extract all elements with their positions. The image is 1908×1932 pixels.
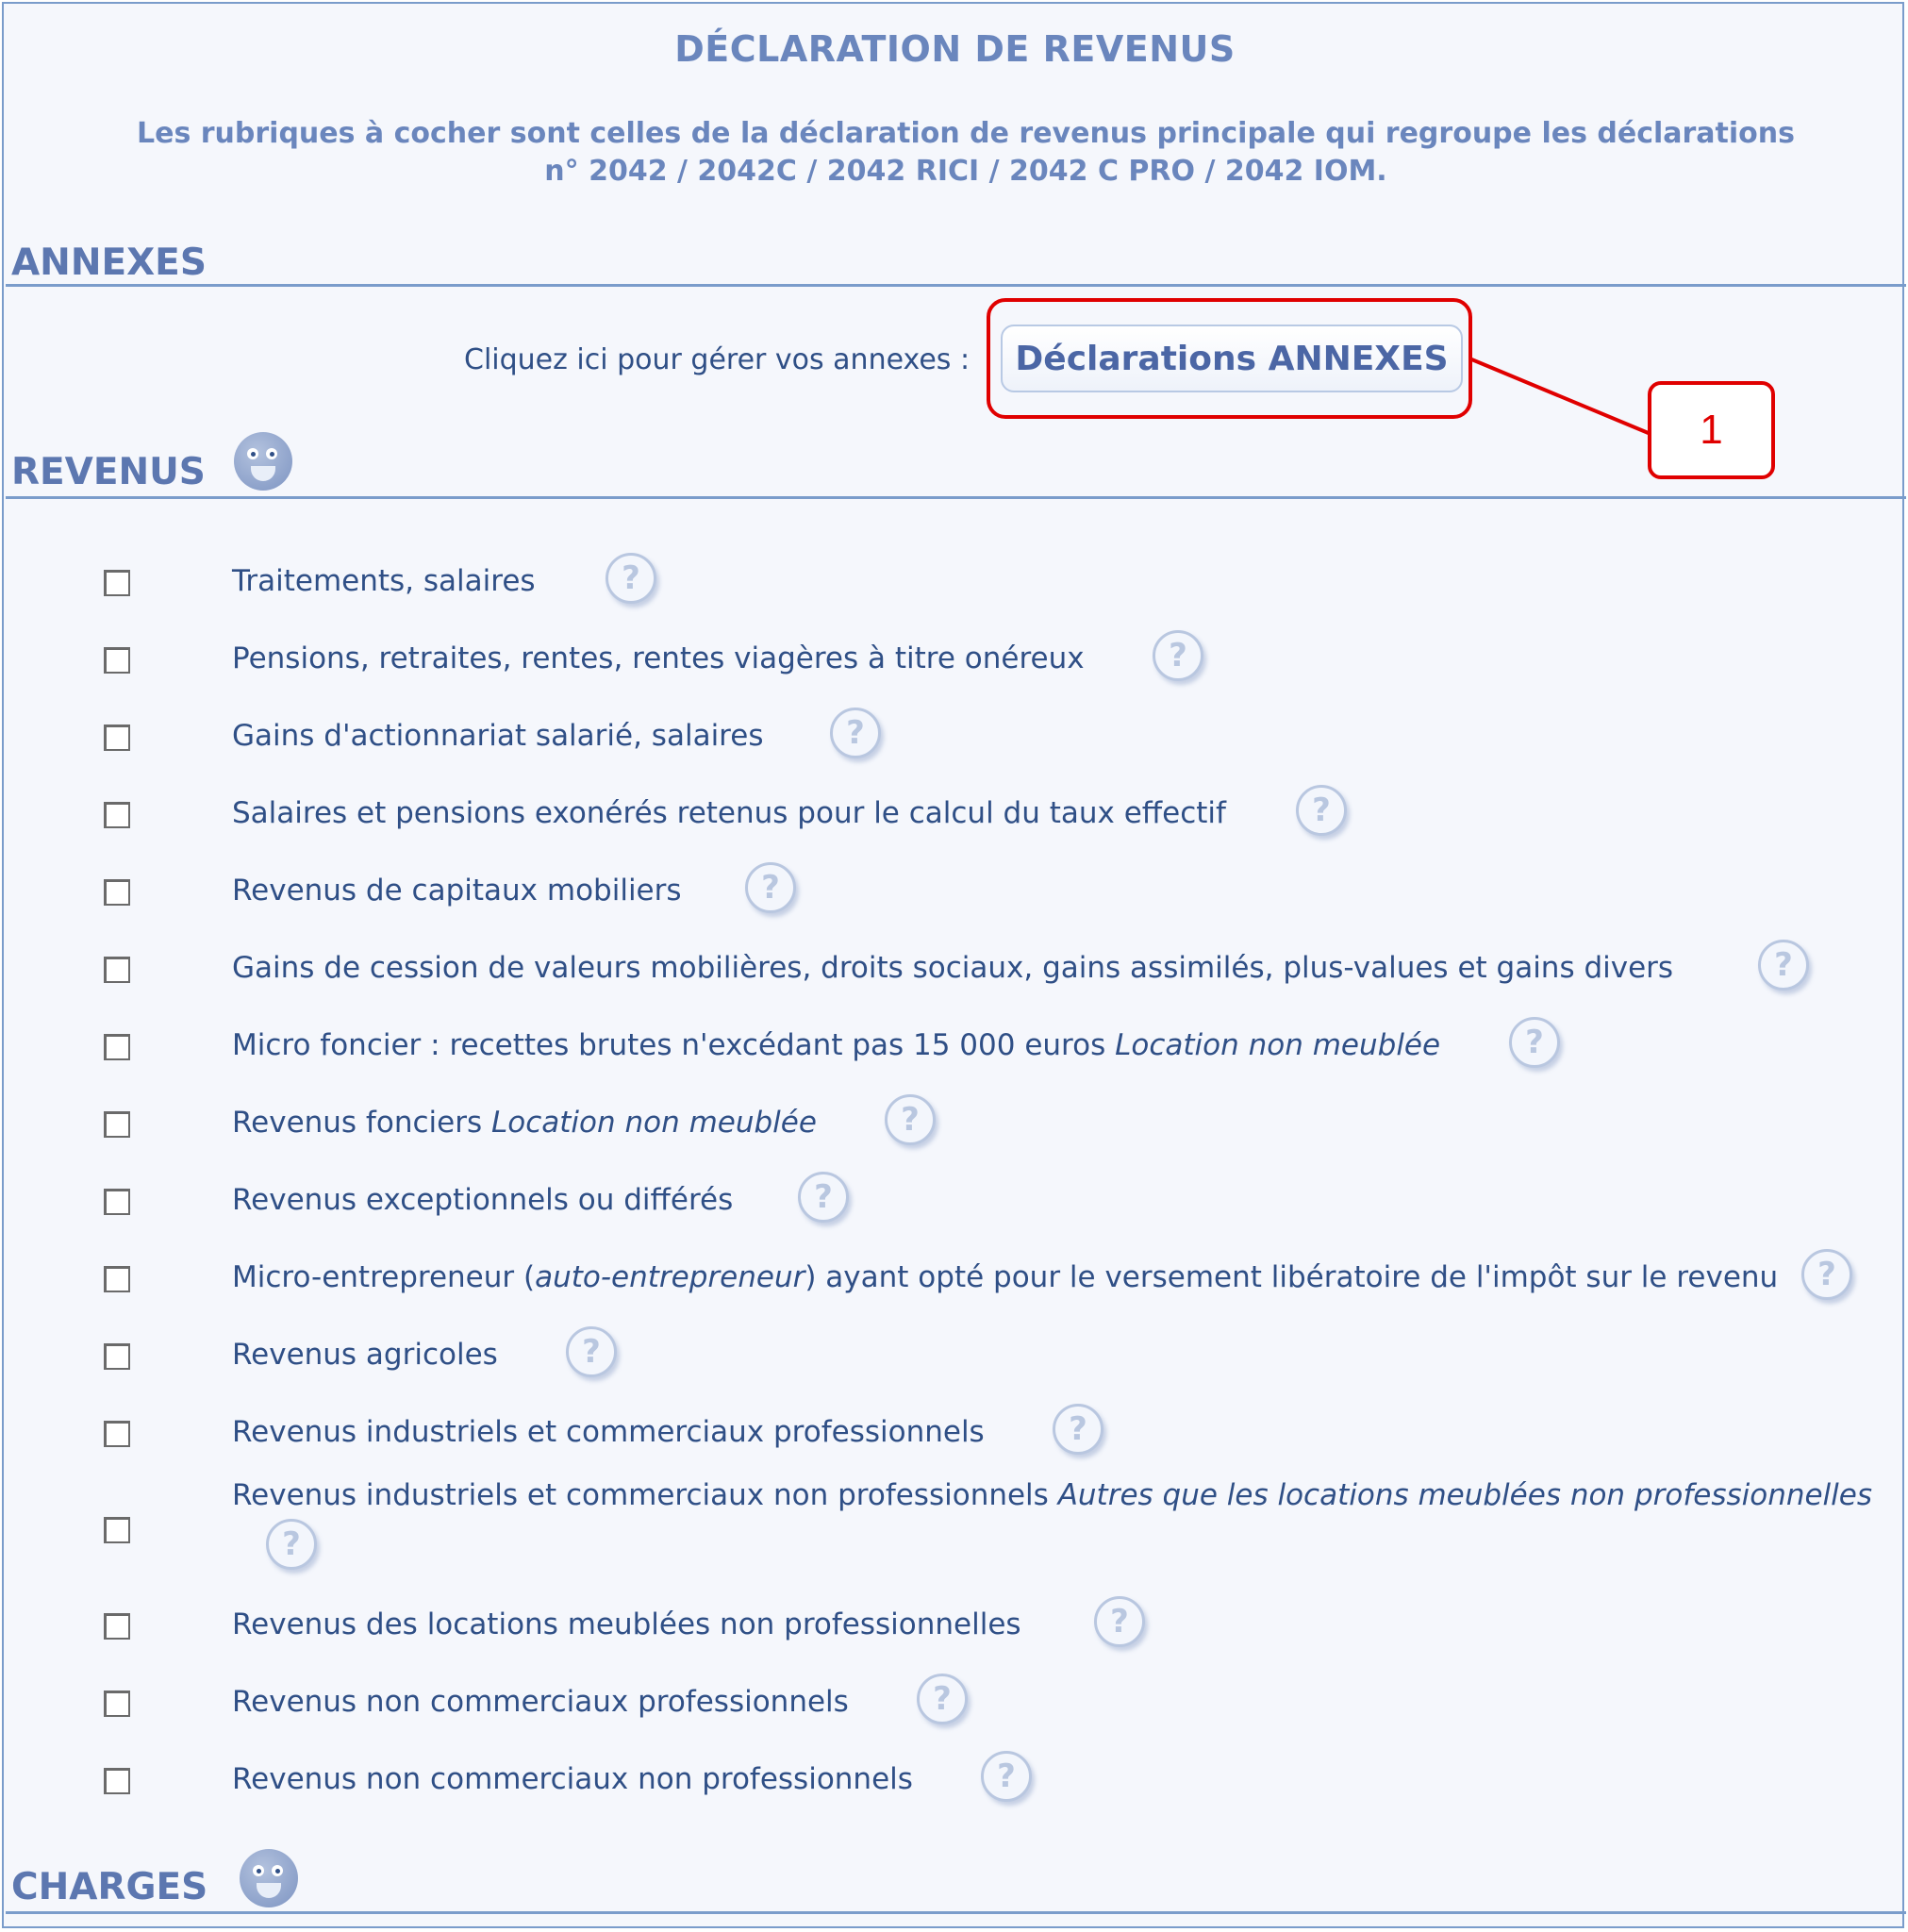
question-mark-icon[interactable]: ? bbox=[1509, 1017, 1560, 1068]
checkbox-bnc-professionnels[interactable] bbox=[104, 1690, 130, 1717]
help-bubble-icon[interactable] bbox=[234, 432, 292, 491]
checkbox-revenus-agricoles[interactable] bbox=[104, 1343, 130, 1370]
charges-divider bbox=[6, 1911, 1906, 1914]
checkbox-capitaux-mobiliers[interactable] bbox=[104, 879, 130, 906]
question-mark-icon[interactable]: ? bbox=[798, 1172, 849, 1223]
question-mark-icon[interactable]: ? bbox=[917, 1674, 968, 1724]
item-label: Traitements, salaires bbox=[232, 564, 536, 598]
item-label: Revenus exceptionnels ou différés bbox=[232, 1183, 734, 1217]
question-mark-icon[interactable]: ? bbox=[830, 708, 881, 758]
item-label: Gains de cession de valeurs mobilières, droits sociaux, gains assimilés, plus-values et gains divers bbox=[232, 951, 1674, 985]
item-label: Salaires et pensions exonérés retenus pour le calcul du taux effectif bbox=[232, 796, 1226, 830]
checkbox-locations-meublees[interactable] bbox=[104, 1613, 130, 1640]
item-label: Revenus non commerciaux non professionnels bbox=[232, 1762, 913, 1796]
item-label: Revenus des locations meublées non professionnelles bbox=[232, 1607, 1021, 1641]
item-label: Micro-entrepreneur (auto-entrepreneur) ayant opté pour le versement libératoire de l'impôt sur le revenu bbox=[232, 1260, 1779, 1294]
checkbox-bic-professionnels[interactable] bbox=[104, 1421, 130, 1447]
item-label: Revenus de capitaux mobiliers bbox=[232, 874, 682, 908]
item-label: Revenus industriels et commerciaux professionnels bbox=[232, 1415, 985, 1449]
annexes-label: Cliquez ici pour gérer vos annexes : bbox=[464, 343, 971, 376]
intro-line-1: Les rubriques à cocher sont celles de la déclaration de revenus principale qui regroupe les déclarations bbox=[136, 117, 1795, 150]
page-title: DÉCLARATION DE REVENUS bbox=[674, 28, 1236, 70]
help-bubble-icon[interactable] bbox=[240, 1849, 298, 1907]
checkbox-micro-entrepreneur[interactable] bbox=[104, 1266, 130, 1292]
checkbox-gains-cession[interactable] bbox=[104, 957, 130, 983]
annexes-section-title: ANNEXES bbox=[11, 242, 207, 284]
question-mark-icon[interactable]: ? bbox=[885, 1094, 936, 1145]
question-mark-icon[interactable]: ? bbox=[1801, 1249, 1852, 1300]
question-mark-icon[interactable]: ? bbox=[745, 862, 796, 913]
item-label: Revenus industriels et commerciaux non professionnels Autres que les locations meublées non professionnelles bbox=[232, 1478, 1873, 1512]
question-mark-icon[interactable]: ? bbox=[1094, 1596, 1145, 1647]
callout-connector-line bbox=[1466, 353, 1654, 438]
question-mark-icon[interactable]: ? bbox=[1053, 1404, 1103, 1455]
item-label: Micro foncier : recettes brutes n'excédant pas 15 000 euros Location non meublée bbox=[232, 1028, 1441, 1062]
question-mark-icon[interactable]: ? bbox=[566, 1326, 617, 1377]
declaration-panel bbox=[2, 2, 1904, 1928]
callout-number-badge: 1 bbox=[1648, 381, 1775, 479]
question-mark-icon[interactable]: ? bbox=[606, 553, 656, 604]
checkbox-gains-actionnariat[interactable] bbox=[104, 724, 130, 751]
checkbox-revenus-exceptionnels[interactable] bbox=[104, 1189, 130, 1215]
revenus-divider bbox=[6, 496, 1906, 499]
annexes-divider bbox=[6, 284, 1906, 287]
checkbox-micro-foncier[interactable] bbox=[104, 1034, 130, 1060]
checkbox-revenus-fonciers[interactable] bbox=[104, 1111, 130, 1138]
item-label: Revenus agricoles bbox=[232, 1338, 498, 1372]
checkbox-salaires-exoneres[interactable] bbox=[104, 802, 130, 828]
question-mark-icon[interactable]: ? bbox=[266, 1519, 317, 1570]
question-mark-icon[interactable]: ? bbox=[1153, 630, 1203, 681]
charges-section-title: CHARGES bbox=[11, 1866, 208, 1908]
callout-highlight-box bbox=[987, 298, 1472, 419]
item-label: Gains d'actionnariat salarié, salaires bbox=[232, 719, 764, 753]
question-mark-icon[interactable]: ? bbox=[1758, 940, 1809, 991]
question-mark-icon[interactable]: ? bbox=[1296, 785, 1347, 836]
declarations-annexes-button[interactable]: Déclarations ANNEXES bbox=[1001, 325, 1463, 392]
item-label: Pensions, retraites, rentes, rentes viagères à titre onéreux bbox=[232, 641, 1085, 675]
checkbox-pensions[interactable] bbox=[104, 647, 130, 674]
revenus-section-title: REVENUS bbox=[11, 451, 206, 493]
question-mark-icon[interactable]: ? bbox=[981, 1751, 1032, 1802]
checkbox-bnc-non-professionnels[interactable] bbox=[104, 1768, 130, 1794]
item-label: Revenus non commerciaux professionnels bbox=[232, 1685, 849, 1719]
checkbox-bic-non-professionnels[interactable] bbox=[104, 1517, 130, 1543]
checkbox-traitements-salaires[interactable] bbox=[104, 570, 130, 596]
intro-line-2: n° 2042 / 2042C / 2042 RICI / 2042 C PRO / 2042 IOM. bbox=[544, 155, 1387, 188]
item-label: Revenus fonciers Location non meublée bbox=[232, 1106, 817, 1140]
